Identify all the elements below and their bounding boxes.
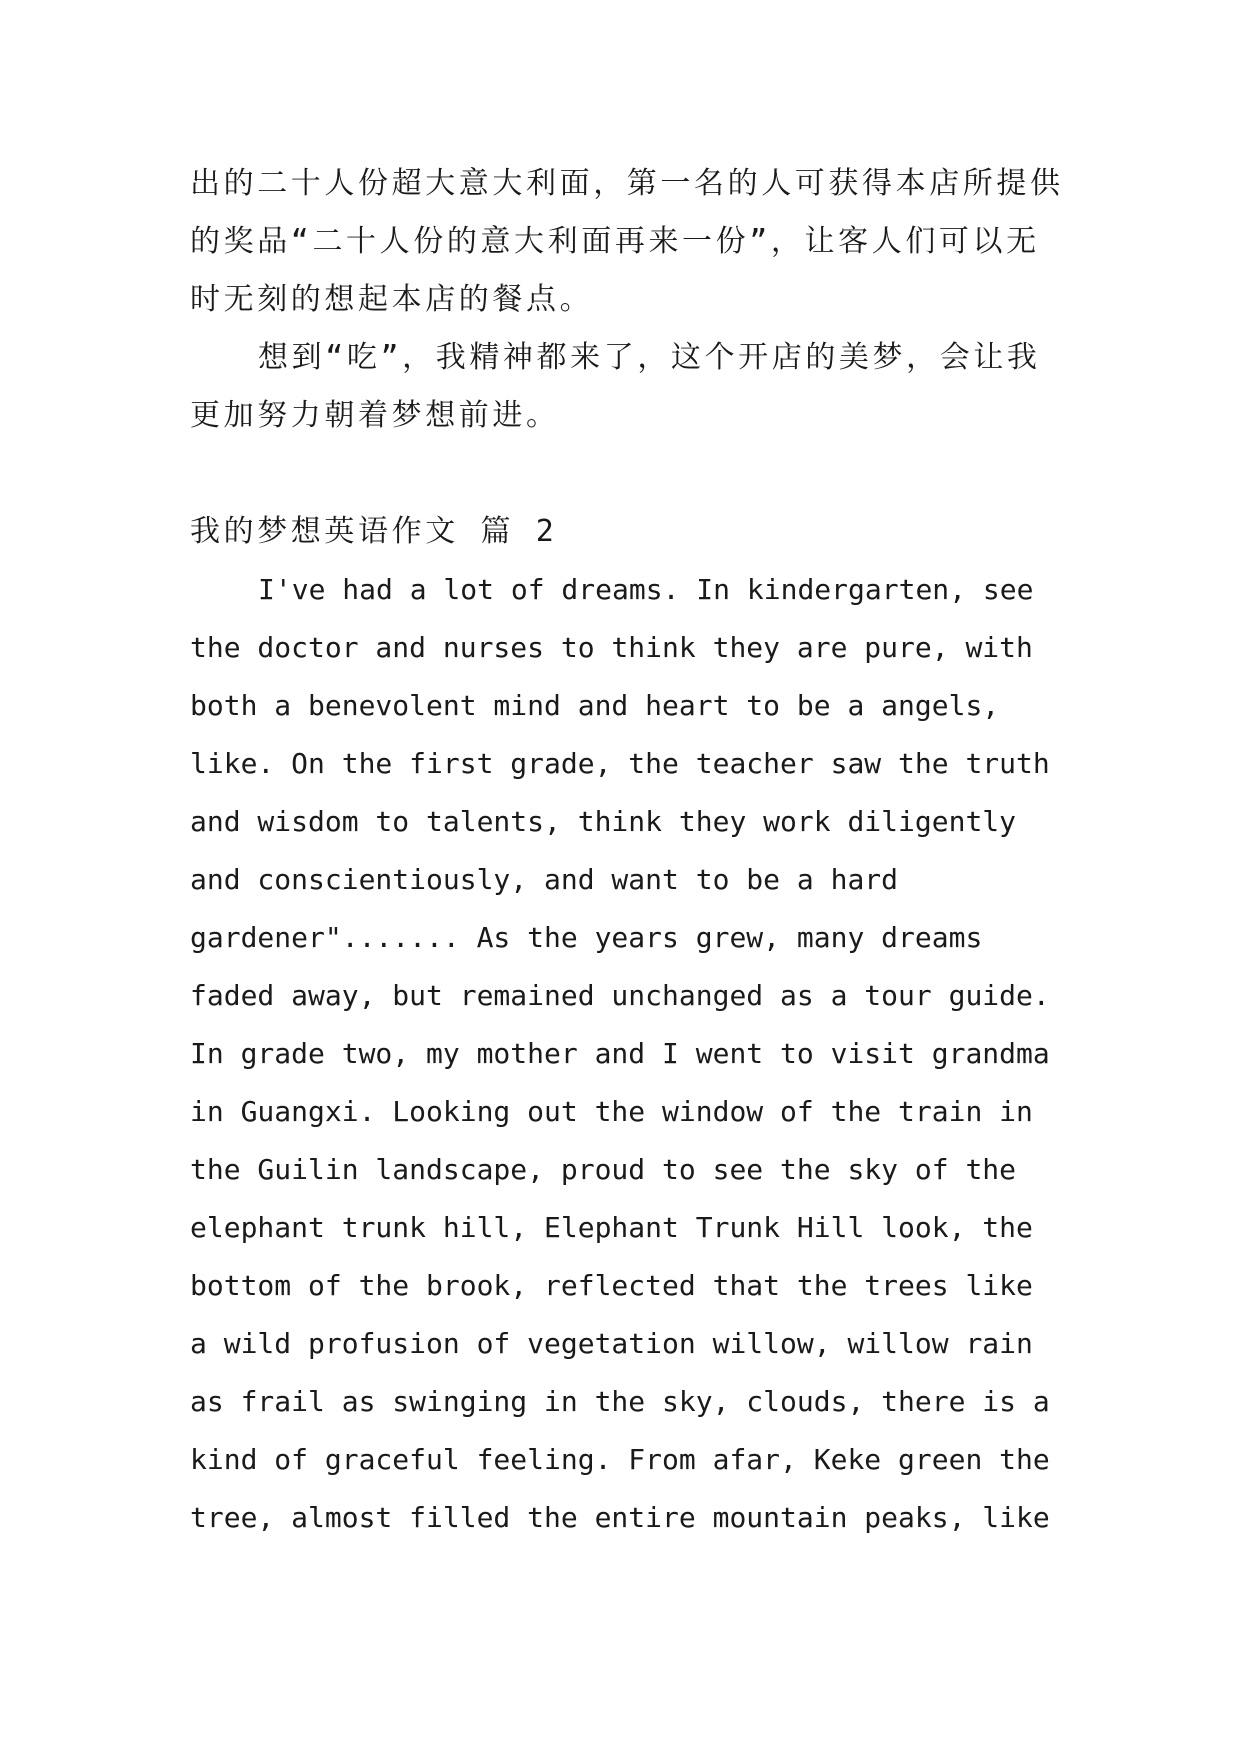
paragraph-line: tree, almost filled the entire mountain peaks, like (190, 1501, 1050, 1534)
paragraph-line: in Guangxi. Looking out the window of the train in (190, 1095, 1033, 1128)
section-heading: 我的梦想英语作文 篇 2 (190, 514, 558, 549)
paragraph-line: 想到“吃”，我精神都来了，这个开店的美梦，会让我 (258, 340, 1041, 375)
paragraph-line: the doctor and nurses to think they are pure, with (190, 631, 1033, 664)
paragraph-line: and wisdom to talents, think they work diligently (190, 805, 1017, 838)
paragraph-line: kind of graceful feeling. From afar, Keke green the (190, 1443, 1050, 1476)
paragraph-line: both a benevolent mind and heart to be a angels, (190, 689, 1000, 722)
paragraph-line: bottom of the brook, reflected that the trees like (190, 1269, 1033, 1302)
paragraph-line: gardener"....... As the years grew, many dreams (190, 921, 983, 954)
paragraph-line: 更加努力朝着梦想前进。 (190, 398, 560, 433)
paragraph-line: In grade two, my mother and I went to visit grandma (190, 1037, 1050, 1070)
paragraph-line: I've had a lot of dreams. In kindergarten, see (258, 573, 1034, 606)
paragraph-line: as frail as swinging in the sky, clouds, there is a (190, 1385, 1050, 1418)
paragraph-line: and conscientiously, and want to be a hard (190, 863, 899, 896)
paragraph-line: 出的二十人份超大意大利面，第一名的人可获得本店所提供 (190, 166, 1064, 201)
paragraph-line: elephant trunk hill, Elephant Trunk Hill look, the (190, 1211, 1033, 1244)
paragraph-line: a wild profusion of vegetation willow, willow rain (190, 1327, 1033, 1360)
paragraph-line: faded away, but remained unchanged as a tour guide. (190, 979, 1050, 1012)
paragraph-line: the Guilin landscape, proud to see the sky of the (190, 1153, 1017, 1186)
paragraph-line: 的奖品“二十人份的意大利面再来一份”，让客人们可以无 (190, 224, 1040, 259)
paragraph-line: 时无刻的想起本店的餐点。 (190, 282, 594, 317)
paragraph-line: like. On the first grade, the teacher saw the truth (190, 747, 1050, 780)
